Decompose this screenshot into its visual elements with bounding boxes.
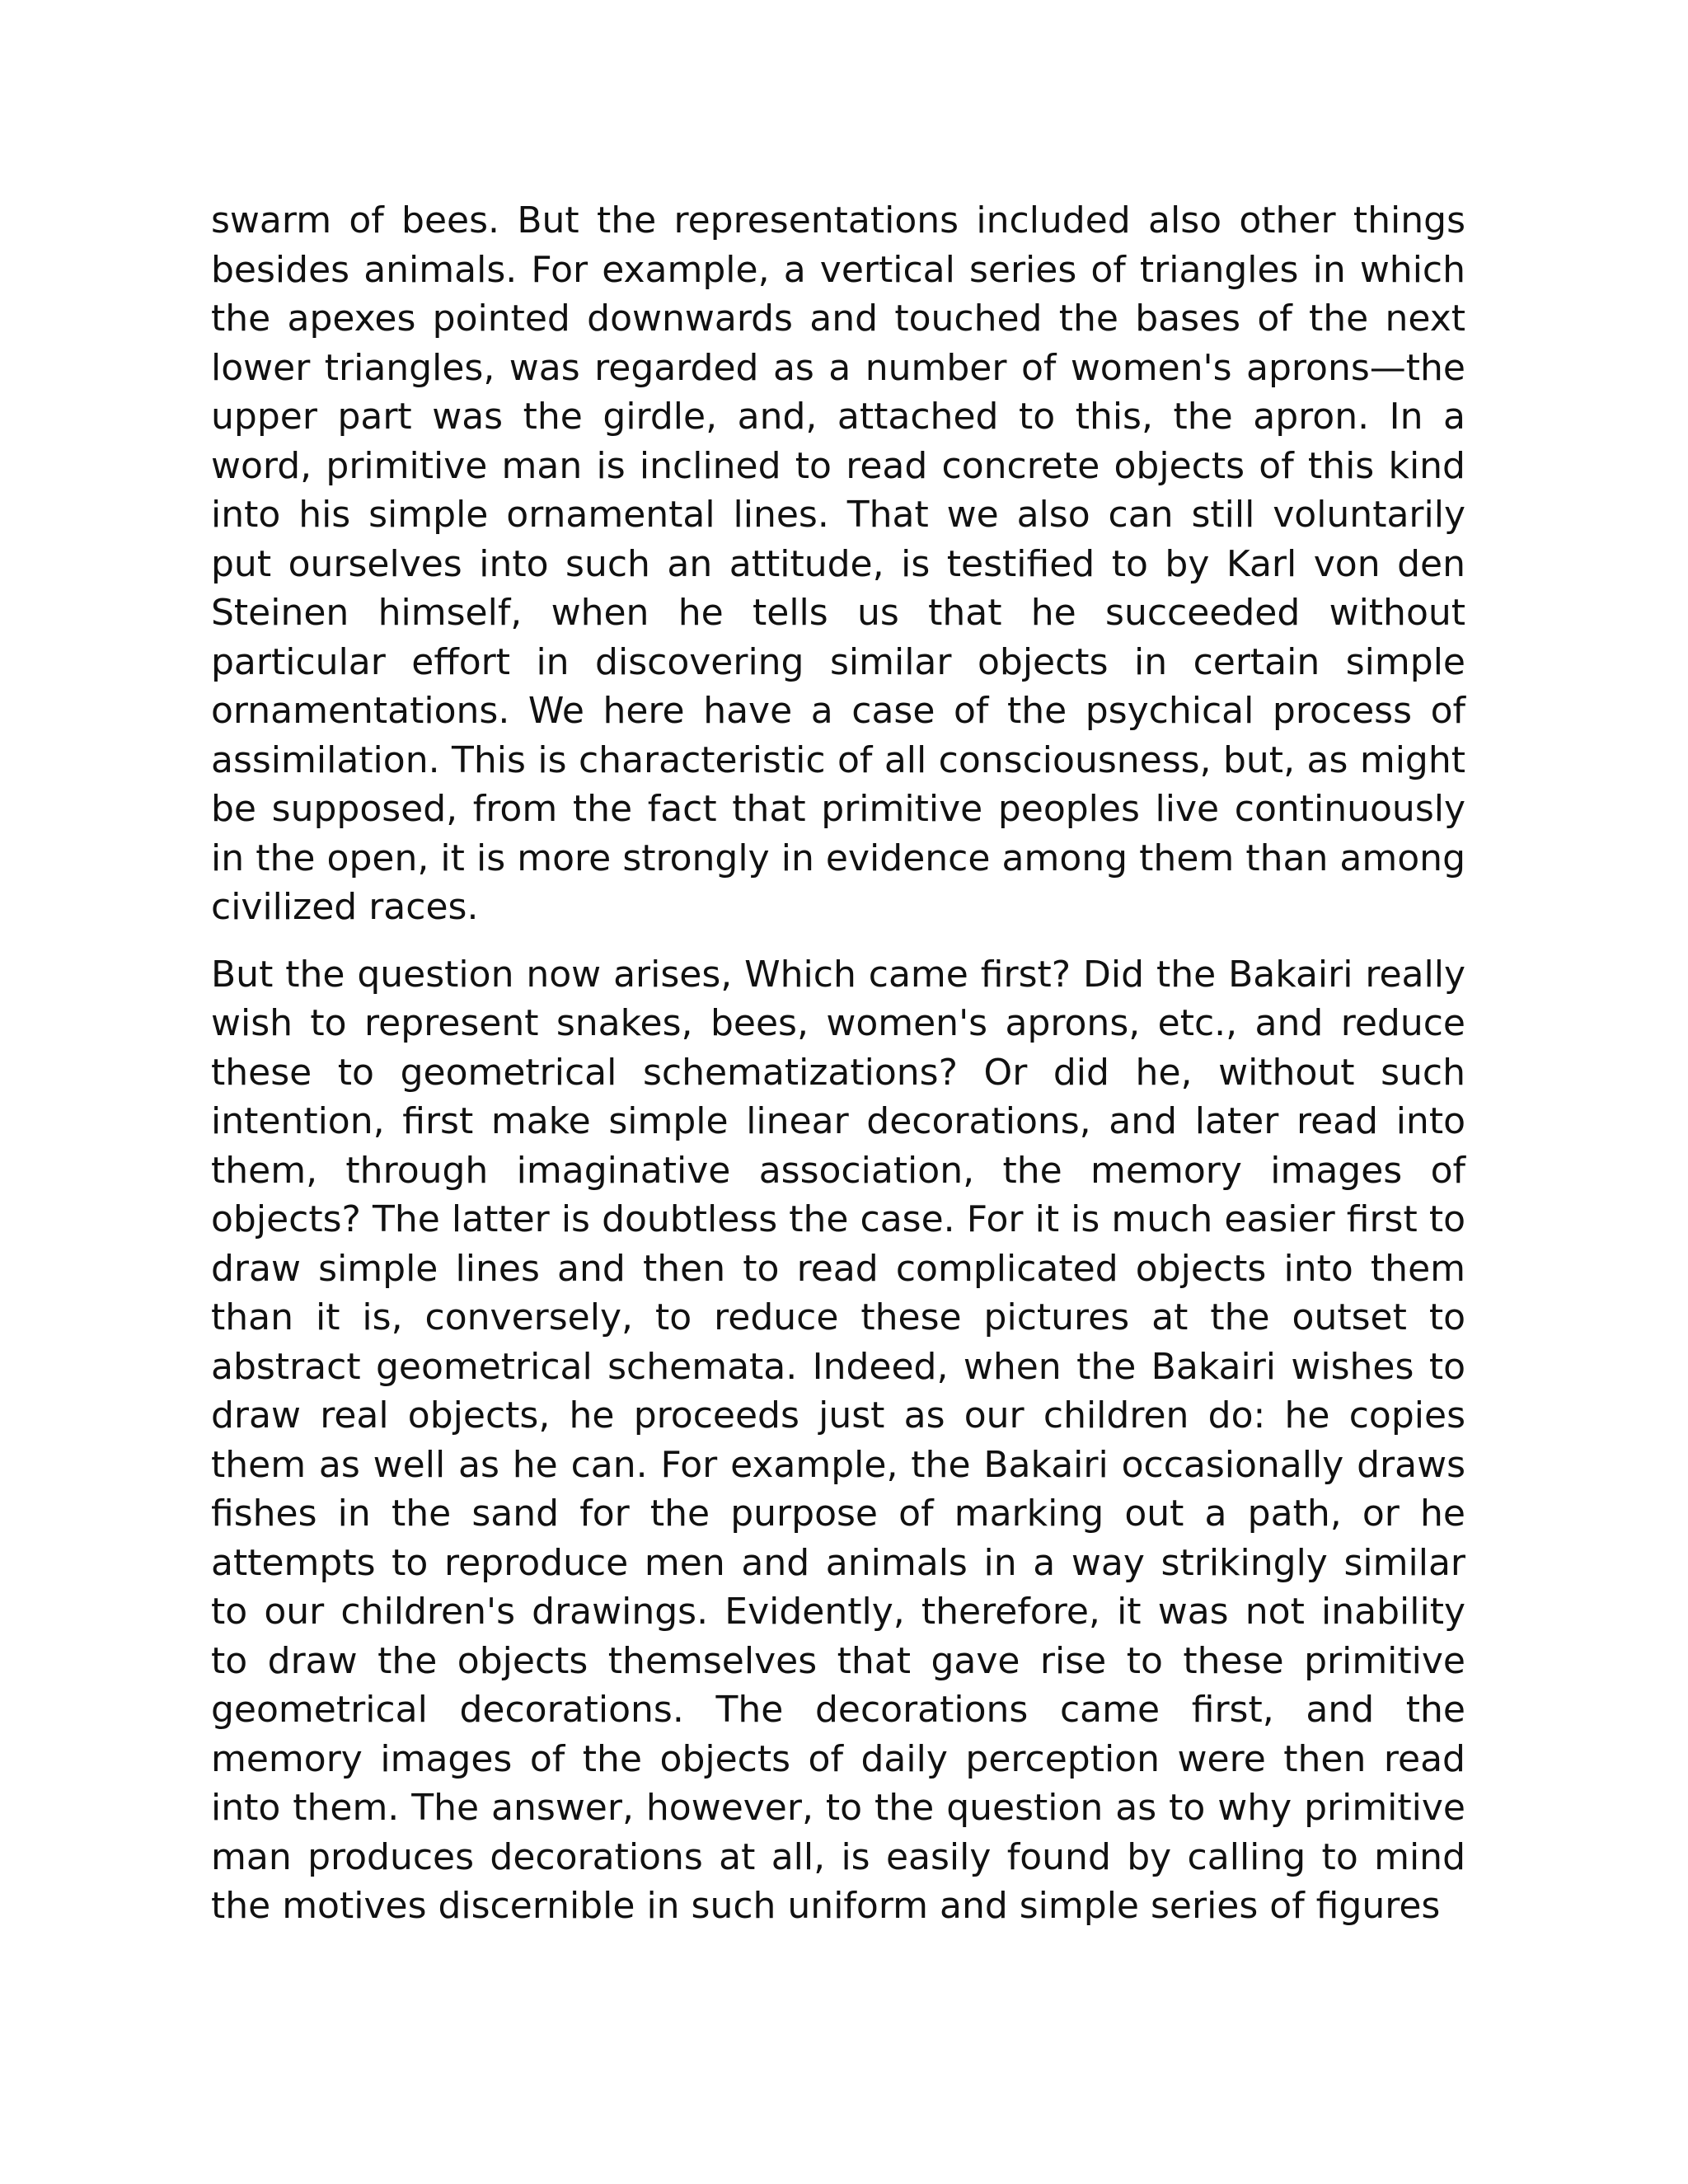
paragraph-2: But the question now arises, Which came first? Did the Bakairi really wish to represent snakes, bees, women's aprons, etc., and reduce these to geometrical schematizations? Or did he, without such intention, first make simple linear decorations, and later read into them, through imaginative association, the memory images of objects? The latter is doubtless the case. For it is much easier first to draw simple lines and then to read complicated objects into them than it is, conversely, to reduce these pictures at the outset to abstract geometrical schemata. Indeed, when the Bakairi wishes to draw real objects, he proceeds just as our children do: he copies them as well as he can. For example, the Bakairi occasionally draws fishes in the sand for the purpose of marking out a path, or he attempts to reproduce men and animals in a way strikingly similar to our children's drawings. Evidently, therefore, it was not inability to draw the objects themselves that gave rise to these primitive geometrical decorations. The decorations came first, and the memory images of the objects of daily perception were then read into them. The answer, however, to the question as to why primitive man produces decorations at all, is easily found by calling to mind the motives discernible in such uniform and simple series of figures [211,953,1465,1927]
page-body [211,196,1465,1931]
paragraph-1: swarm of bees. But the representations included also other things besides animals. For example, a vertical series of triangles in which the apexes pointed downwards and touched the bases of the next lower triangles, was regarded as a number of women's aprons—the upper part was the girdle, and, attached to this, the apron. In a word, primitive man is inclined to read concrete objects of this kind into his simple ornamental lines. That we also can still voluntarily put ourselves into such an attitude, is testified to by Karl von den Steinen himself, when he tells us that he succeeded without particular effort in discovering similar objects in certain simple ornamentations. We here have a case of the psychical process of assimilation. This is characteristic of all consciousness, but, as might be supposed, from the fact that primitive peoples live continuously in the open, it is more strongly in evidence among them than among civilized races. [211,199,1465,928]
